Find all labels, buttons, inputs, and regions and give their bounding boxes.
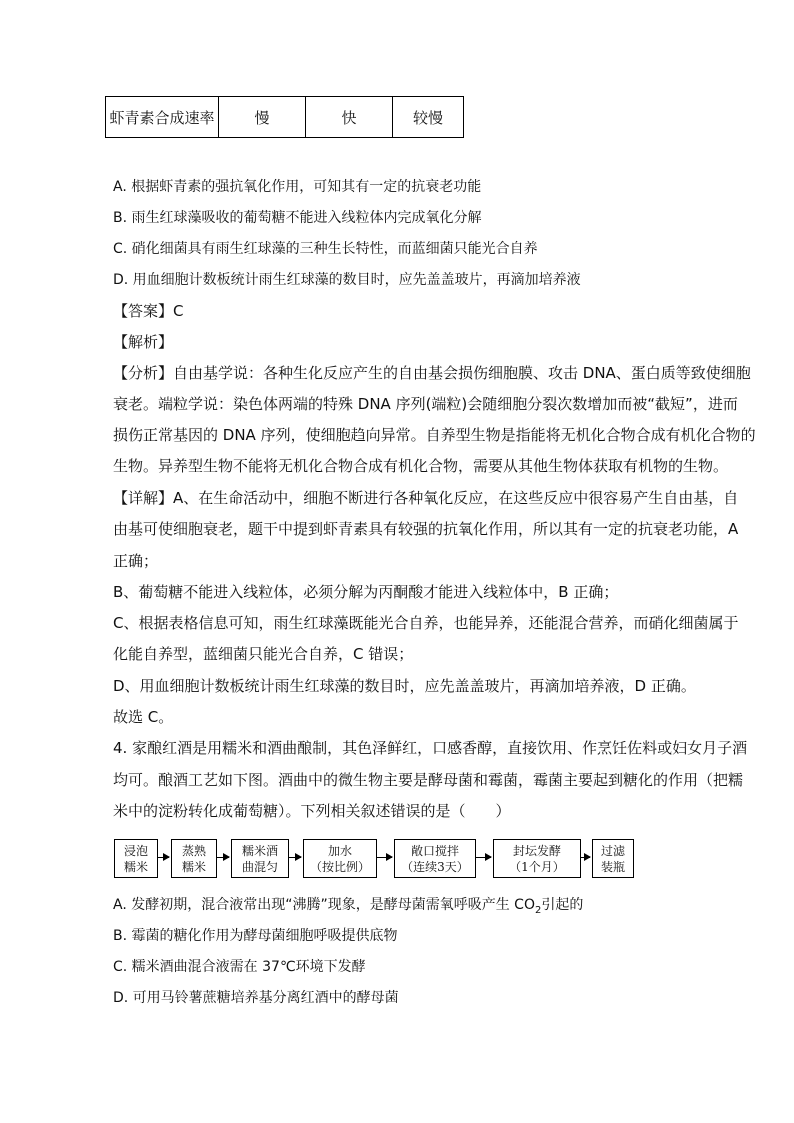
flow-step-box (231, 839, 289, 878)
q3-option-d: D. 用血细胞计数板统计雨生红球藻的数目时，应先盖盖玻片，再滴加培养液 (113, 272, 581, 288)
flow-arrow-icon (216, 857, 229, 858)
flow-arrow-icon (288, 857, 301, 858)
flow-step-line: （1个月） (509, 859, 565, 874)
flow-step-line: 装瓶 (600, 859, 625, 874)
q4-stem-line: 米中的淀粉转化成葡萄糖）。下列相关叙述错误的是（ ） (113, 802, 511, 820)
flow-arrow-icon (376, 857, 392, 858)
analysis-line: 衰老。端粒学说：染色体两端的特殊 DNA 序列(端粒)会随细胞分裂次数增加而被“截短”，进而 (113, 395, 738, 413)
q3-analysis-label: 【解析】 (113, 333, 174, 351)
flow-step-line: （连续3天） (401, 859, 469, 874)
q3-answer: 【答案】C (113, 302, 184, 320)
flow-step-box (114, 839, 158, 878)
flow-step-line: 封坛发酵 (512, 843, 561, 858)
detail-line: D、用血细胞计数板统计雨生红球藻的数目时，应先盖盖玻片，再滴加培养液，D 正确。 (113, 677, 696, 695)
flow-step-line: 敞口搅拌 (410, 843, 459, 858)
detail-line: 化能自养型，蓝细菌只能光合自养，C 错误； (113, 645, 414, 663)
q4-option-a-tail: 引起的 (541, 897, 584, 913)
flow-step-box (493, 839, 581, 878)
flow-arrow-icon (475, 857, 491, 858)
detail-line: 故选 C。 (113, 708, 174, 726)
flow-step-box (394, 839, 476, 878)
detail-line: 由基可使细胞衰老，题干中提到虾青素具有较强的抗氧化作用，所以其有一定的抗衰老功能，A (113, 520, 739, 538)
flow-step-box (303, 839, 377, 878)
flow-step-line: 蒸熟 (181, 843, 206, 858)
analysis-line: 损伤正常基因的 DNA 序列，使细胞趋向异常。自养型生物是指能将无机化合物合成有机化合物的 (113, 426, 756, 444)
table-cell: 慢 (219, 97, 306, 138)
q3-option-a: A. 根据虾青素的强抗氧化作用，可知其有一定的抗衰老功能 (113, 179, 482, 195)
q3-option-b: B. 雨生红球藻吸收的葡萄糖不能进入线粒体内完成氧化分解 (113, 210, 482, 226)
detail-line: 【详解】A、在生命活动中，细胞不断进行各种氧化反应，在这些反应中很容易产生自由基，自 (113, 489, 739, 507)
flow-step-line: 加水 (327, 843, 352, 858)
q4-option-a-text: A. 发酵初期，混合液常出现“沸腾”现象，是酵母菌需氧呼吸产生 CO (113, 897, 535, 913)
q4-stem-line: 均可。酿酒工艺如下图。酒曲中的微生物主要是酵母菌和霉菌，霉菌主要起到糖化的作用（把糯 (113, 771, 744, 789)
synthesis-rate-table (105, 96, 464, 138)
q4-option-d: D. 可用马铃薯蔗糖培养基分离红酒中的酵母菌 (113, 990, 399, 1006)
analysis-line: 【分析】自由基学说：各种生化反应产生的自由基会损伤细胞膜、攻击 DNA、蛋白质等致使细胞 (113, 364, 751, 382)
flow-step-box (592, 839, 634, 878)
flow-step-line: 糯米 (181, 859, 206, 874)
q4-option-a (113, 895, 583, 921)
brewing-flow-diagram (114, 839, 634, 878)
table-header-cell: 虾青素合成速率 (106, 97, 219, 138)
flow-step-line: 糯米 (123, 859, 148, 874)
table-cell: 快 (306, 97, 393, 138)
flow-step-line: （按比例） (309, 859, 370, 874)
flow-step-box (171, 839, 217, 878)
flow-arrow-icon (157, 857, 169, 858)
detail-line: B、葡萄糖不能进入线粒体，必须分解为丙酮酸才能进入线粒体中，B 正确； (113, 583, 619, 601)
detail-line: 正确； (113, 552, 159, 570)
flow-step-line: 过滤 (600, 843, 625, 858)
q4-option-a-subscript: 2 (534, 904, 542, 916)
flow-step-line: 曲混匀 (241, 859, 278, 874)
analysis-line: 生物。异养型生物不能将无机化合物合成有机化合物，需要从其他生物体获取有机物的生物。 (113, 457, 729, 475)
q4-option-b: B. 霉菌的糖化作用为酵母菌细胞呼吸提供底物 (113, 928, 398, 944)
flow-step-line: 浸泡 (123, 843, 148, 858)
detail-line: C、根据表格信息可知，雨生红球藻既能光合自养，也能异养，还能混合营养，而硝化细菌属于 (113, 614, 739, 632)
flow-step-line: 糯米酒 (241, 843, 278, 858)
table-cell: 较慢 (393, 97, 464, 138)
q4-option-c: C. 糯米酒曲混合液需在 37℃环境下发酵 (113, 959, 366, 975)
flow-arrow-icon (580, 857, 590, 858)
q4-stem-line: 4. 家酿红酒是用糯米和酒曲酿制，其色泽鲜红，口感香醇，直接饮用、作烹饪佐料或妇女月子酒 (113, 739, 748, 757)
q3-option-c: C. 硝化细菌具有雨生红球藻的三种生长特性，而蓝细菌只能光合自养 (113, 241, 538, 257)
table-row (106, 97, 464, 138)
